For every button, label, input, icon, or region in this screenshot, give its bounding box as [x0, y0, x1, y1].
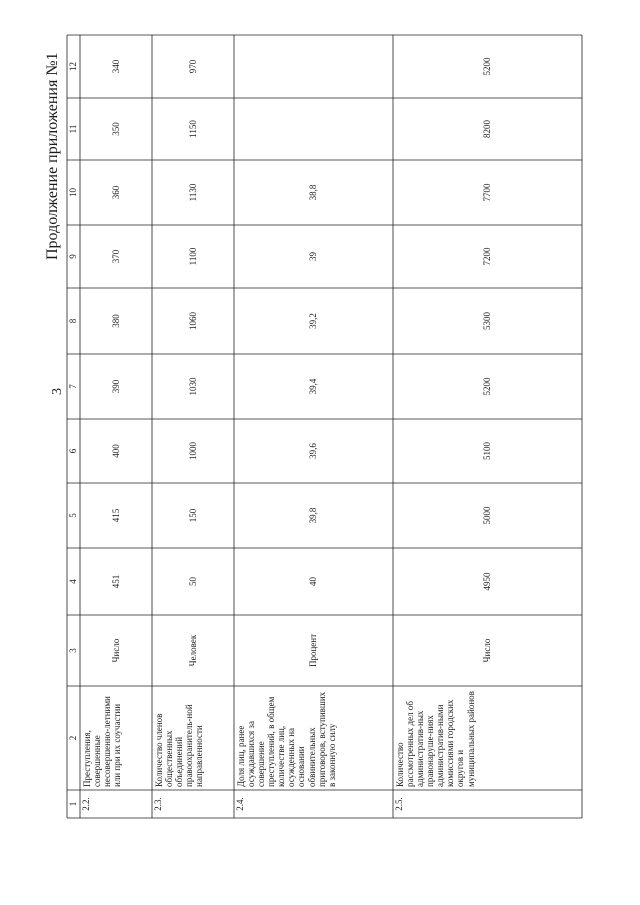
value-cell: 380: [110, 314, 121, 328]
value-cell: 451: [110, 574, 121, 589]
value-cell: 5200: [482, 377, 493, 396]
value-cell: 7200: [482, 247, 493, 266]
row-number: 2.5.: [394, 797, 404, 811]
column-header: 8: [68, 318, 79, 324]
value-cell: 38,8: [308, 184, 319, 201]
indicator-name: Количество рассмотренных дел об административ-ных правонаруше-ниях административ-ными комиссиями городских округов и муниципальных районов: [395, 691, 476, 787]
value-cell: 39,8: [308, 507, 319, 524]
value-cell: 150: [187, 508, 198, 523]
value-cell: 39,2: [308, 313, 319, 329]
unit-cell: Человек: [187, 634, 198, 667]
column-header: 7: [68, 384, 79, 389]
value-cell: 50: [187, 577, 198, 586]
value-cell: 1100: [187, 247, 198, 266]
value-cell: 340: [110, 59, 121, 74]
column-header: 10: [68, 188, 79, 197]
row-number: 2.2.: [81, 797, 91, 811]
value-cell: 1000: [187, 442, 198, 460]
value-cell: 39,4: [308, 378, 319, 395]
column-header: 4: [68, 579, 79, 584]
value-cell: 415: [110, 508, 121, 523]
row-number: 2.3.: [153, 797, 163, 811]
row-number: 2.4.: [235, 797, 245, 811]
column-header: 6: [68, 448, 79, 454]
column-header: 12: [68, 62, 79, 71]
value-cell: 1150: [187, 120, 198, 138]
unit-cell: Число: [110, 638, 121, 663]
value-cell: 390: [110, 379, 121, 394]
value-cell: 400: [110, 444, 121, 458]
value-cell: 1030: [187, 377, 198, 396]
value-cell: 4950: [482, 572, 493, 591]
indicator-name: Количество членов общественных объединений правоохранитель-ной направленности: [154, 704, 205, 787]
column-header: 2: [68, 735, 79, 741]
value-cell: 39,6: [308, 443, 319, 459]
value-cell: 370: [110, 249, 121, 264]
column-header: 1: [68, 801, 79, 807]
unit-cell: Процент: [308, 633, 319, 668]
value-cell: 5300: [482, 312, 493, 330]
column-header: 5: [68, 513, 79, 518]
value-cell: 5200: [482, 57, 493, 76]
value-cell: 350: [110, 122, 121, 136]
column-header: 11: [68, 124, 79, 134]
value-cell: 5000: [482, 506, 493, 525]
value-cell: 5100: [482, 442, 493, 460]
value-cell: 970: [187, 59, 198, 74]
column-header: 3: [68, 648, 79, 653]
value-cell: 8200: [482, 120, 493, 138]
value-cell: 39: [308, 252, 319, 261]
continuation-title: Продолжение приложения №1: [44, 52, 61, 260]
value-cell: 360: [110, 185, 121, 200]
page-number: 3: [50, 388, 65, 395]
value-cell: 40: [308, 577, 319, 586]
unit-cell: Число: [482, 638, 493, 663]
indicator-name: Доля лиц, ранее осуждавшихся за совершение преступлений, в общем количестве лиц, осужденных на основании обвинительных приговоров, вступивших в законную силу: [236, 691, 337, 787]
column-header: 9: [68, 254, 79, 259]
value-cell: 7700: [482, 183, 493, 202]
value-cell: 1060: [187, 312, 198, 330]
value-cell: 1130: [187, 183, 198, 202]
indicator-name: Преступления, совершенные несовершенно-летними или при их соучастии: [82, 696, 123, 787]
